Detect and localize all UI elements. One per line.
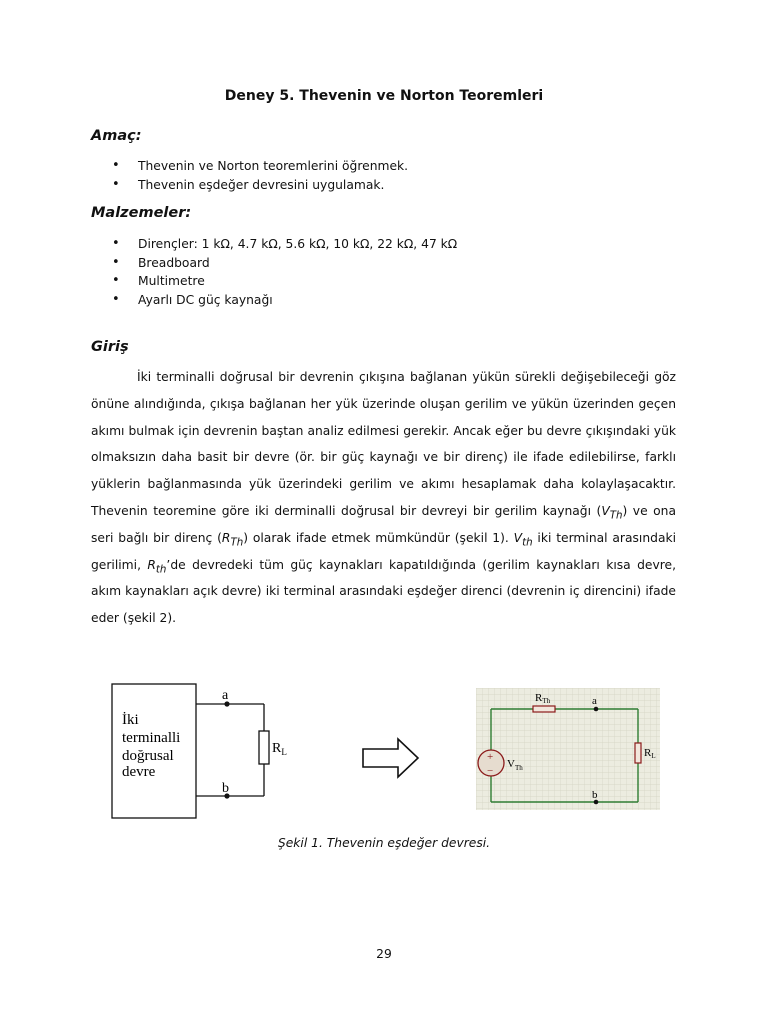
load-resistor [259,731,269,764]
text-run: ’de devredeki tüm güç kaynakları kapatıldığında (gerilim kaynakları kısa devre, [166,557,676,572]
paragraph-line: olmaksızın daha basit bir devre (ör. bir güç kaynağı ve bir direnç) ile ifade edilebilirse, farklı [91,450,676,465]
page-title: Deney 5. Thevenin ve Norton Teoremleri [224,88,544,104]
paragraph-line: akım kaynakları açık devre) iki terminal arasındaki eşdeğer direnci (devrenin iç direncini) ifade [91,584,676,599]
load-resistor [635,743,641,763]
vth-label-main: V [507,758,515,770]
terminal-b-label: b [222,781,229,796]
materials-list [112,235,457,309]
box-label-line: doğrusal [122,748,174,764]
materials-heading: Malzemeler: [91,205,192,221]
text-run: ) olarak ifade etmek mümkündür (şekil 1). [243,530,514,545]
symbol: R [147,557,156,572]
vth-label-sub: Th [514,764,523,772]
list-item: • Thevenin eşdeğer devresini uygulamak. [112,176,408,195]
page-number: 29 [376,947,392,961]
intro-heading: Giriş [91,339,129,355]
paragraph-line: eder (şekil 2). [91,611,177,626]
text-run: Thevenin teoremine göre iki derminalli doğrusal bir devreyi bir gerilim kaynağı ( [91,503,602,518]
right-arrow-icon [360,736,422,780]
terminal-a-label: a [222,688,229,703]
two-terminal-circuit-figure [106,680,292,822]
terminal-b-label: b [592,789,598,801]
load-label-main: R [644,747,652,759]
symbol-subscript: th [155,563,167,576]
rth-label-sub: Th [542,697,551,705]
box-label-line: terminalli [122,730,181,746]
symbol: R [221,530,231,545]
list-item: • Dirençler: 1 kΩ, 4.7 kΩ, 5.6 kΩ, 10 kΩ, 22 kΩ, 47 kΩ [112,235,457,254]
symbol-subscript: th [522,536,533,549]
terminal-a-node [594,707,599,712]
box-label-line: İki [122,712,139,728]
paragraph-line: önüne alındığında, çıkışa bağlanan her yük üzerinde oluşan gerilim ve yükün üzerinden geçen [91,396,676,411]
list-item: • Breadboard [112,254,457,273]
plus-sign: + [487,751,494,763]
paragraph-line: İki terminalli doğrusal bir devrenin çıkışına bağlanan yükün sürekli değişebileceği göz [137,370,676,384]
figure-caption: Şekil 1. Thevenin eşdeğer devresi. [277,836,491,850]
symbol: V [601,503,610,518]
symbol-subscript: Th [230,536,244,549]
intro-paragraph [91,364,676,632]
load-label-main: R [272,741,282,756]
text-run: iki terminal arasındaki [532,530,677,545]
paragraph-line: yüklerin bağlanmasında yük üzerindeki gerilim ve akımı hesaplamak daha kolaylaşacaktır. [91,477,676,492]
box-label-line: devre [122,764,156,780]
load-label-sub: L [651,752,656,760]
rth-resistor [533,706,555,712]
paragraph-line [91,552,676,579]
load-label-sub: L [281,747,287,757]
paragraph-line [91,525,676,552]
symbol: V [513,530,523,545]
paragraph-line: akımı bulmak için devrenin baştan analiz edilmesi gerekir. Ancak eğer bu devre çıkışındaki yük [91,423,676,438]
text-run: ) ve ona [622,503,676,518]
symbol-subscript: Th [609,509,623,522]
list-item: • Ayarlı DC güç kaynağı [112,291,457,310]
rth-label-main: R [535,692,543,704]
text-run: seri bağlı bir direnç ( [91,530,222,545]
minus-sign: − [487,765,494,777]
text-run: gerilimi, [91,557,148,572]
list-item: • Thevenin ve Norton teoremlerini öğrenmek. [112,157,408,176]
thevenin-equivalent-figure [476,688,660,810]
aim-heading: Amaç: [91,128,142,144]
aim-list [112,157,408,194]
list-item: • Multimetre [112,272,457,291]
paragraph-line [91,498,676,525]
terminal-a-label: a [592,695,597,707]
